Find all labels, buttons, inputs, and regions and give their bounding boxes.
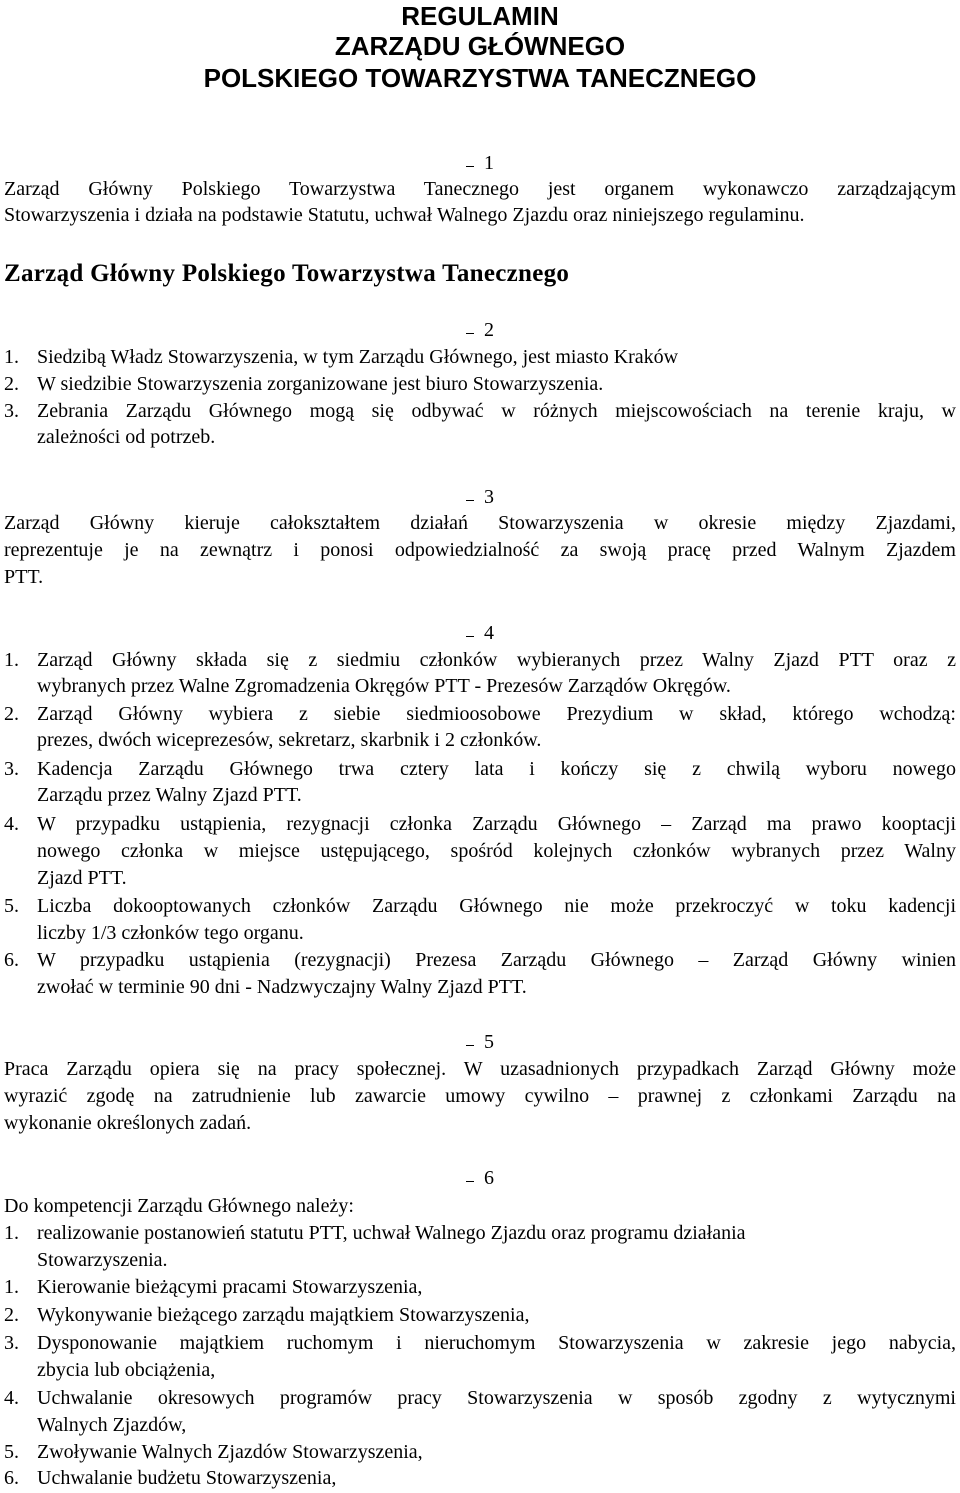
section-4-header xyxy=(0,620,960,646)
section-sign-icon xyxy=(466,1170,474,1182)
list-item-text: Zwoływanie Walnych Zjazdów Stowarzyszenia, xyxy=(37,1441,423,1463)
list-item-continuation: nowego członka w miejsce ustępującego, spośród kolejnych członków wybranych przez Walny xyxy=(37,840,956,862)
section-3-header xyxy=(0,484,960,510)
section-3-line-2: reprezentuje je na zewnątrz i ponosi odpowiedzialność za swoją pracę przed Walnym Zjazdem xyxy=(4,539,956,561)
list-item-text: Kierowanie bieżącymi pracami Stowarzyszenia, xyxy=(37,1276,423,1298)
section-2-header xyxy=(0,317,960,343)
section-heading: Zarząd Główny Polskiego Towarzystwa Tanecznego xyxy=(4,260,570,287)
section-1-line-2: Stowarzyszenia i działa na podstawie Statutu, uchwał Walnego Zjazdu oraz niniejszego regulaminu. xyxy=(4,204,805,226)
list-item-number: 2. xyxy=(4,373,19,395)
list-item-number: 1. xyxy=(4,1222,19,1244)
section-4-number: 4 xyxy=(484,622,494,644)
list-item-text: Kadencja Zarządu Głównego trwa cztery lata i kończy się z chwilą wyboru nowego xyxy=(37,758,956,780)
list-item-text: Dysponowanie majątkiem ruchomym i nieruchomym Stowarzyszenia w zakresie jego nabycia, xyxy=(37,1332,956,1354)
list-item-number: 1. xyxy=(4,1276,19,1298)
list-item-text: Uchwalanie budżetu Stowarzyszenia, xyxy=(37,1467,337,1489)
list-item-text: Wykonywanie bieżącego zarządu majątkiem Stowarzyszenia, xyxy=(37,1304,530,1326)
section-2-number: 2 xyxy=(484,319,494,341)
section-5-line-3: wykonanie określonych zadań. xyxy=(4,1112,252,1134)
section-sign-icon xyxy=(466,322,474,334)
list-item-number: 5. xyxy=(4,1441,19,1463)
list-item-number: 5. xyxy=(4,895,19,917)
list-item-text: Zebrania Zarządu Głównego mogą się odbywać w różnych miejscowościach na terenie kraju, w xyxy=(37,400,956,422)
section-1-line-1: Zarząd Główny Polskiego Towarzystwa Tanecznego jest organem wykonawczo zarządzającym xyxy=(4,178,956,200)
list-item-number: 4. xyxy=(4,813,19,835)
list-item-text: Zarząd Główny wybiera z siebie siedmioosobowe Prezydium w skład, którego wchodzą: xyxy=(37,703,956,725)
list-item-continuation: prezes, dwóch wiceprezesów, sekretarz, skarbnik i 2 członków. xyxy=(37,729,542,751)
section-sign-icon xyxy=(466,1034,474,1046)
doc-title-line-1: REGULAMIN xyxy=(401,1,559,31)
list-item-continuation: zależności od potrzeb. xyxy=(37,426,216,448)
list-item-continuation: liczby 1/3 członków tego organu. xyxy=(37,922,304,944)
section-5-line-2: wyrazić zgodę na zatrudnienie lub zawarcie umowy cywilno – prawnej z członkami Zarządu na xyxy=(4,1085,956,1107)
section-5-number: 5 xyxy=(484,1031,494,1053)
section-1-header xyxy=(0,150,960,176)
list-item-number: 3. xyxy=(4,400,19,422)
section-6-intro: Do kompetencji Zarządu Głównego należy: xyxy=(4,1195,354,1217)
list-item-text: realizowanie postanowień statutu PTT, uchwał Walnego Zjazdu oraz programu działania xyxy=(37,1222,746,1244)
list-item-continuation: Stowarzyszenia. xyxy=(37,1249,168,1271)
section-5-header xyxy=(0,1029,960,1055)
list-item-number: 2. xyxy=(4,703,19,725)
section-5-line-1: Praca Zarządu opiera się na pracy społecznej. W uzasadnionych przypadkach Zarząd Główny może xyxy=(4,1058,956,1080)
section-6-number: 6 xyxy=(484,1167,494,1189)
list-item-text: Zarząd Główny składa się z siedmiu członków wybieranych przez Walny Zjazd PTT oraz z xyxy=(37,649,956,671)
section-1-number: 1 xyxy=(484,152,494,174)
list-item-text: W przypadku ustąpienia (rezygnacji) Prezesa Zarządu Głównego – Zarząd Główny winien xyxy=(37,949,956,971)
section-3-line-1: Zarząd Główny kieruje całokształtem działań Stowarzyszenia w okresie między Zjazdami, xyxy=(4,512,956,534)
section-sign-icon xyxy=(466,489,474,501)
list-item-number: 1. xyxy=(4,346,19,368)
list-item-continuation: Zjazd PTT. xyxy=(37,867,127,889)
list-item-text: Uchwalanie okresowych programów pracy Stowarzyszenia w sposób zgodny z wytycznymi xyxy=(37,1387,956,1409)
list-item-continuation: zwołać w terminie 90 dni - Nadzwyczajny Walny Zjazd PTT. xyxy=(37,976,527,998)
list-item-continuation: Zarządu przez Walny Zjazd PTT. xyxy=(37,784,302,806)
list-item-text: Liczba dokooptowanych członków Zarządu Głównego nie może przekroczyć w toku kadencji xyxy=(37,895,956,917)
list-item-number: 2. xyxy=(4,1304,19,1326)
list-item-text: W przypadku ustąpienia, rezygnacji członka Zarządu Głównego – Zarząd ma prawo kooptacji xyxy=(37,813,956,835)
list-item-number: 1. xyxy=(4,649,19,671)
list-item-number: 6. xyxy=(4,1467,19,1489)
section-sign-icon xyxy=(466,625,474,637)
section-sign-icon xyxy=(466,155,474,167)
doc-title-line-3: POLSKIEGO TOWARZYSTWA TANECZNEGO xyxy=(203,63,757,93)
doc-title-line-2: ZARZĄDU GŁÓWNEGO xyxy=(334,31,626,61)
list-item-text: Siedzibą Władz Stowarzyszenia, w tym Zarządu Głównego, jest miasto Kraków xyxy=(37,346,679,368)
list-item-number: 4. xyxy=(4,1387,19,1409)
section-3-number: 3 xyxy=(484,486,494,508)
list-item-text: W siedzibie Stowarzyszenia zorganizowane jest biuro Stowarzyszenia. xyxy=(37,373,604,395)
section-6-header xyxy=(0,1165,960,1191)
list-item-continuation: wybranych przez Walne Zgromadzenia Okręgów PTT - Prezesów Zarządów Okręgów. xyxy=(37,675,731,697)
list-item-number: 6. xyxy=(4,949,19,971)
list-item-continuation: zbycia lub obciążenia, xyxy=(37,1359,216,1381)
list-item-number: 3. xyxy=(4,758,19,780)
list-item-number: 3. xyxy=(4,1332,19,1354)
list-item-continuation: Walnych Zjazdów, xyxy=(37,1414,187,1436)
section-3-line-3: PTT. xyxy=(4,566,44,588)
